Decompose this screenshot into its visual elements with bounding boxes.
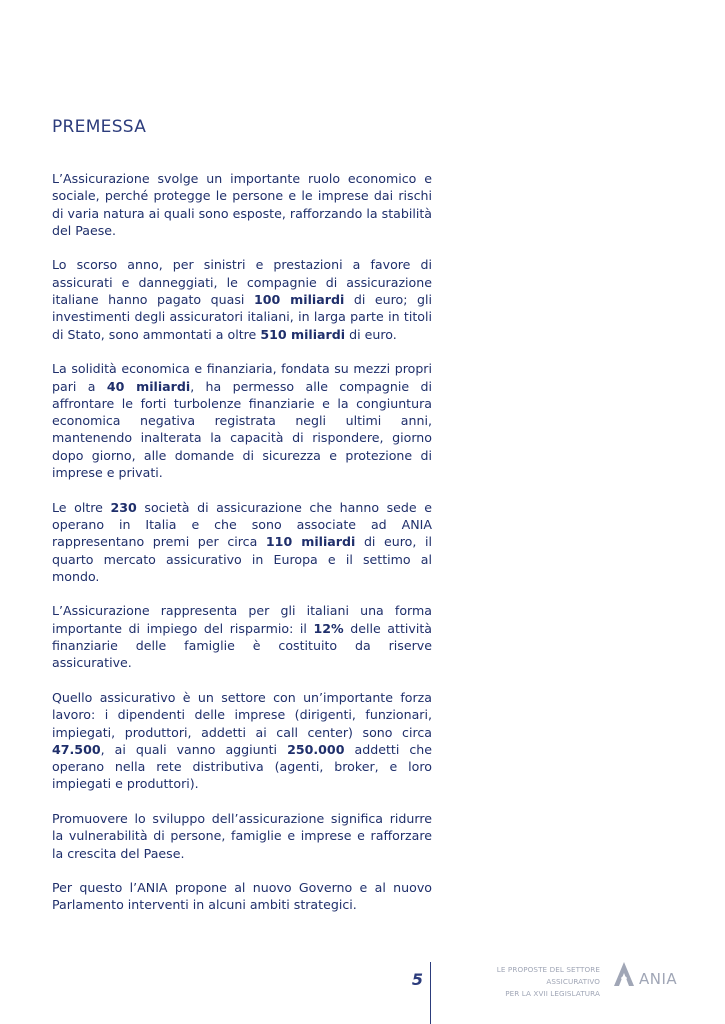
- paragraph-text: di euro.: [345, 326, 397, 342]
- body-text: [52, 170, 432, 931]
- paragraph: [52, 810, 432, 862]
- footer-caption: [442, 964, 600, 1000]
- paragraph-text: Promuovere lo sviluppo dell’assicurazione significa ridurre la vulnerabilità di persone, famiglie e imprese e rafforzare la crescita del Paese.: [52, 810, 432, 861]
- ania-logo-icon: [612, 960, 636, 988]
- footer-caption-line1: LE PROPOSTE DEL SETTORE ASSICURATIVO: [496, 965, 600, 986]
- paragraph-text: L’Assicurazione svolge un importante ruolo economico e sociale, perché protegge le persone e le imprese dai rischi di varia natura ai quali sono esposte, rafforzando la stabilità del Paese.: [52, 171, 432, 238]
- paragraph-text: , ha permesso alle compagnie di affrontare le forti turbolenze finanziarie e la congiuntura economica negativa registrata negli ultimi anni, mantenendo inalterata la capacità di rispondere, giorno dopo giorno, alle domande di sicurezza e protezione di imprese e privati.: [52, 378, 432, 481]
- paragraph-text: addetti che operano nella rete distributiva (agenti, broker, e loro impiegati e produttori).: [52, 741, 432, 792]
- paragraph: [52, 602, 432, 671]
- bold-figure: 230: [110, 499, 137, 515]
- paragraph-text: , ai quali vanno aggiunti: [100, 741, 288, 757]
- paragraph: [52, 879, 432, 914]
- section-title: PREMESSA: [52, 117, 147, 137]
- paragraph-text: di euro, il quarto mercato assicurativo in Europa e il settimo al mondo.: [52, 534, 432, 584]
- paragraph-text: Le oltre: [52, 499, 111, 515]
- footer-caption-line2: PER LA XVII LEGISLATURA: [505, 989, 600, 998]
- paragraph-text: società di assicurazione che hanno sede e operano in Italia e che sono associate ad ANIA rappresentano premi per circa: [52, 499, 432, 550]
- paragraph-text: L’Assicurazione rappresenta per gli italiani una forma importante di impiego del risparmio: il: [52, 603, 432, 636]
- ania-logo-text: ANIA: [639, 970, 678, 988]
- bold-figure: 100 miliardi: [253, 292, 345, 308]
- paragraph-text: di euro; gli investimenti degli assicuratori italiani, in larga parte in titoli di Stato, sono ammontati a oltre: [52, 292, 432, 342]
- footer-divider: [430, 962, 431, 1024]
- paragraph-text: delle attività finanziarie delle famiglie è costituito da riserve assicurative.: [52, 620, 432, 671]
- paragraph: [52, 170, 432, 239]
- page-number: 5: [411, 970, 423, 989]
- bold-figure: 47.500: [52, 741, 101, 757]
- bold-figure: 510 miliardi: [260, 326, 346, 342]
- ania-logo: [612, 960, 682, 990]
- bold-figure: 12%: [313, 620, 344, 636]
- paragraph: [52, 689, 432, 793]
- paragraph-text: Quello assicurativo è un settore con un’importante forza lavoro: i dipendenti delle imprese (dirigenti, funzionari, impiegati, produttori, addetti ai call center) sono circa: [52, 689, 432, 740]
- paragraph-text: La solidità economica e finanziaria, fondata su mezzi propri pari a: [52, 361, 432, 394]
- bold-figure: 250.000: [287, 741, 345, 757]
- paragraph-text: Per questo l’ANIA propone al nuovo Governo e al nuovo Parlamento interventi in alcuni ambiti strategici.: [52, 880, 432, 913]
- paragraph-text: Lo scorso anno, per sinistri e prestazioni a favore di assicurati e danneggiati, le compagnie di assicurazione italiane hanno pagato quasi: [52, 257, 432, 308]
- paragraph: [52, 256, 432, 342]
- paragraph: [52, 360, 432, 481]
- paragraph: [52, 499, 432, 585]
- bold-figure: 110 miliardi: [265, 534, 356, 550]
- bold-figure: 40 miliardi: [106, 378, 191, 394]
